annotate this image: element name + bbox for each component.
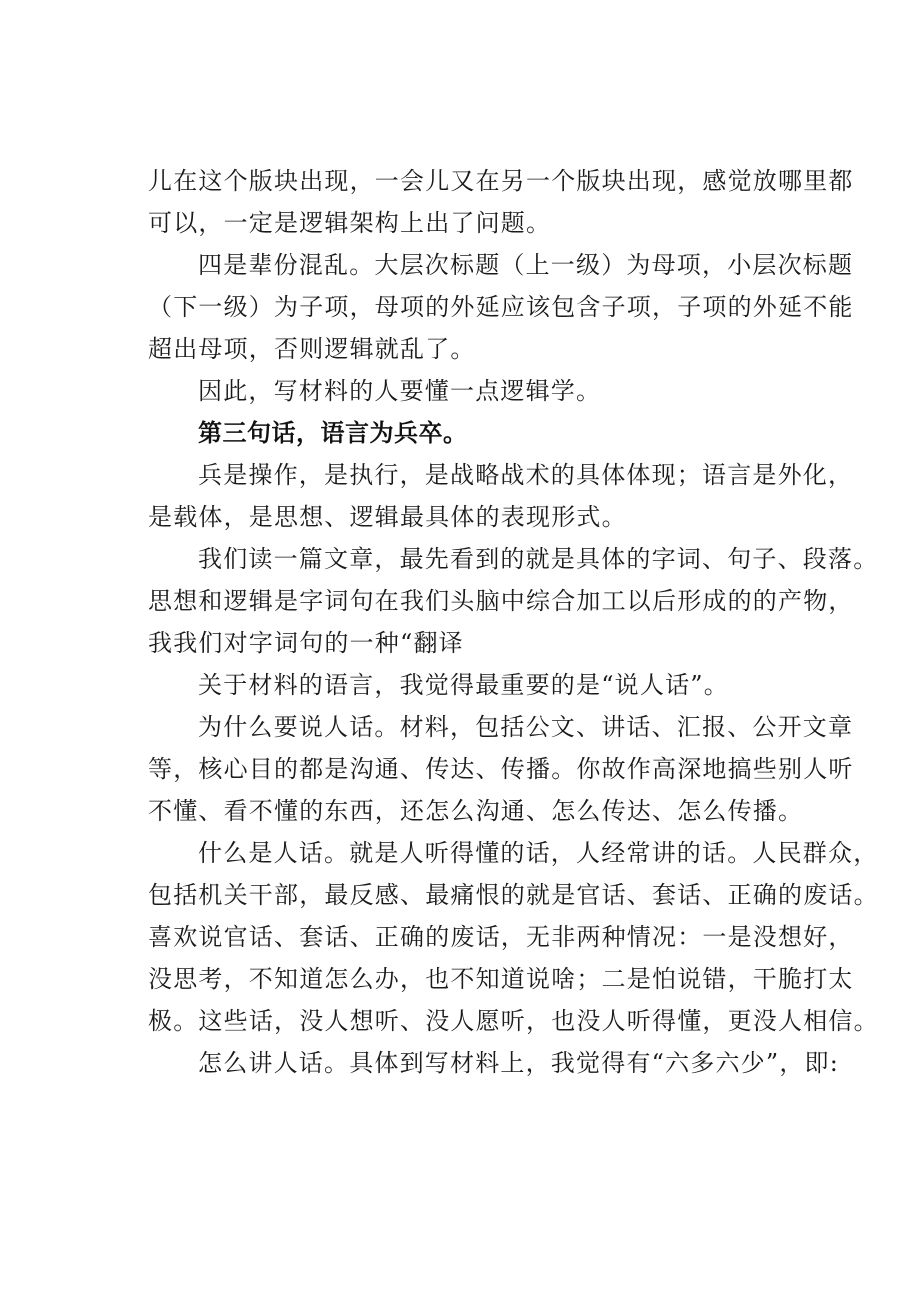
paragraph-conclusion [148,370,816,412]
text-line: 等，核心目的都是沟通、传达、传播。你故作高深地搞些别人听 [148,755,854,783]
text-line: 可以，一定是逻辑架构上出了问题。 [148,209,552,237]
text-line: 我我们对字词句的一种“翻译 [148,629,464,657]
document-body [148,160,879,1084]
text-line: 喜欢说官话、套话、正确的废话，无非两种情况：一是没想好， [148,923,854,951]
text-line: 没思考，不知道怎么办，也不知道说啥；二是怕说错，干脆打太 [148,965,854,993]
text-line: 包括机关干部，最反感、最痛恨的就是官话、套话、正确的废话。 [148,881,879,909]
text-line: 儿在这个版块出现，一会儿又在另一个版块出现，感觉放哪里都 [148,167,854,195]
paragraph-continued [148,160,854,244]
text-line: 什么是人话。就是人听得懂的话，人经常讲的话。人民群众， [198,839,879,867]
text-line: 思想和逻辑是字词句在我们头脑中综合加工以后形成的的产物， [148,587,854,615]
text-line: 为什么要说人话。材料，包括公文、讲话、汇报、公开文章 [198,713,854,741]
text-line: 是载体，是思想、逻辑最具体的表现形式。 [148,503,627,531]
paragraph-why [148,706,854,832]
text-line: 极。这些话，没人想听、没人愿听，也没人听得懂，更没人相信。 [148,1007,879,1035]
text-line: 四是辈份混乱。大层次标题（上一级）为母项，小层次标题 [198,251,854,279]
text-line: 怎么讲人话。具体到写材料上，我觉得有“六多六少”，即: [198,1049,840,1077]
text-line: 兵是操作，是执行，是战略战术的具体体现；语言是外化， [198,461,854,489]
text-line: （下一级）为子项，母项的外延应该包含子项，子项的外延不能 [148,293,854,321]
paragraph-what [148,832,879,1042]
text-line: 不懂、看不懂的东西，还怎么沟通、怎么传达、怎么传播。 [148,797,804,825]
text-line: 关于材料的语言，我觉得最重要的是“说人话”。 [198,671,729,699]
paragraph-how [148,1042,840,1084]
text-line: 我们读一篇文章，最先看到的就是具体的字词、句子、段落。 [198,545,879,573]
text-line: 超出母项，否则逻辑就乱了。 [148,335,476,363]
paragraph-reading [148,538,879,664]
paragraph-speak-plainly [148,664,816,706]
paragraph-soldiers [148,454,854,538]
paragraph-hierarchy-confusion [148,244,854,370]
text-line: 因此，写材料的人要懂一点逻辑学。 [198,377,602,405]
section-heading: 第三句话，语言为兵卒。 [198,419,468,447]
